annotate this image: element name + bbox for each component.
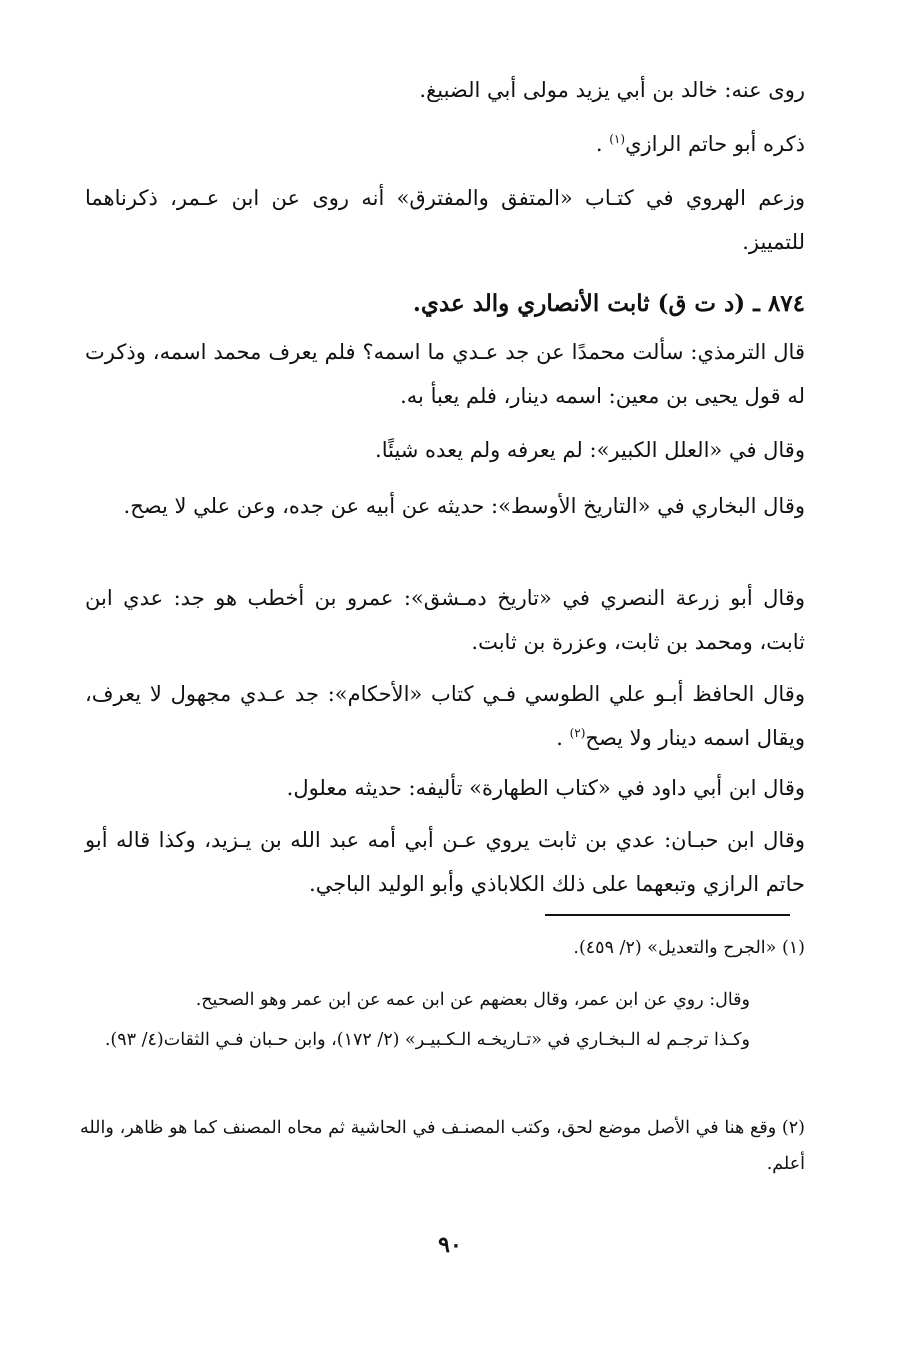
footnote-text: وقال: روي عن ابن عمر، وقال بعضهم عن ابن عمه عن ابن عمر وهو الصحيح. xyxy=(195,990,750,1010)
paragraph-ibn-hibban xyxy=(85,818,805,906)
footnote-text: وقع هنا في الأصل موضع لحق، وكتب المصنـف في الحاشية ثم محاه المصنف كما هو ظاهر، والله أعلم. xyxy=(80,1118,805,1174)
footnote-1-continuation-b xyxy=(85,1022,750,1058)
entry-heading-text: ٨٧٤ ـ (د ت ق) ثابت الأنصاري والد عدي. xyxy=(412,290,805,317)
paragraph-text: وقال أبو زرعة النصري في «تاريخ دمـشق»: عمرو بن أخطب هو جد: عدي ابن ثابت، ومحمد بن ثابت، وعزرة بن ثابت. xyxy=(85,586,805,654)
paragraph-text: وقال في «العلل الكبير»: لم يعرفه ولم يعده شيئًا. xyxy=(375,438,805,462)
paragraph-harawi xyxy=(85,176,805,264)
footnote-1 xyxy=(80,930,805,966)
paragraph-text: وقال ابن أبي داود في «كتاب الطهارة» تأليفه: حديثه معلول. xyxy=(286,776,805,800)
page-number: ٩٠ xyxy=(438,1232,462,1258)
paragraph-tirmidhi xyxy=(85,330,805,418)
footnote-1-continuation-a xyxy=(85,982,750,1018)
entry-heading-874 xyxy=(85,282,805,326)
footnote-ref-1[interactable]: (١) xyxy=(609,132,626,146)
paragraph-abu-zura xyxy=(85,576,805,664)
paragraph-text: قال الترمذي: سألت محمدًا عن جد عـدي ما اسمه؟ فلم يعرف محمد اسمه، وذكرت له قول يحيى بن معين: اسمه دينار، فلم يعبأ به. xyxy=(85,340,805,408)
footnote-number: (١) xyxy=(781,938,805,958)
footnote-ref-2[interactable]: (٢) xyxy=(569,726,586,740)
footnote-2 xyxy=(80,1110,805,1182)
paragraph-text: وزعم الهروي في كتـاب «المتفق والمفترق» أنه روى عن ابن عـمر، ذكرناهما للتمييز. xyxy=(85,186,805,254)
footnote-text: وكـذا ترجـم له الـبخـاري في «تـاريخـه الـكـبيـر» (٢/ ١٧٢)، وابن حـبان فـي الثقات(٤/ ٩٣). xyxy=(104,1030,750,1050)
paragraph-narrators xyxy=(85,68,805,112)
paragraph-tail: . xyxy=(595,132,610,156)
paragraph-ilal xyxy=(85,428,805,472)
paragraph-tusi xyxy=(85,672,805,760)
footnote-number: (٢) xyxy=(781,1118,805,1138)
paragraph-ibn-abi-dawud xyxy=(85,766,805,810)
footnote-text: «الجرح والتعديل» (٢/ ٤٥٩). xyxy=(573,938,777,958)
paragraph-text: روى عنه: خالد بن أبي يزيد مولى أبي الضبيغ. xyxy=(419,78,805,102)
paragraph-abu-hatim xyxy=(85,122,805,166)
footnote-separator xyxy=(545,914,790,916)
paragraph-bukhari xyxy=(85,484,805,528)
paragraph-text: وقال البخاري في «التاريخ الأوسط»: حديثه عن أبيه عن جده، وعن علي لا يصح. xyxy=(123,494,805,518)
paragraph-text: وقال ابن حبـان: عدي بن ثابت يروي عـن أبي أمه عبد الله بن يـزيد، وكذا قاله أبو حاتم الرازي وتبعهما على ذلك الكلاباذي وأبو الوليد الباجي. xyxy=(85,828,805,896)
paragraph-text: وقال الحافظ أبـو علي الطوسي فـي كتاب «الأحكام»: جد عـدي مجهول لا يعرف، ويقال اسمه دينار ولا يصح xyxy=(85,682,805,750)
paragraph-tail: . xyxy=(556,726,570,750)
paragraph-text: ذكره أبو حاتم الرازي xyxy=(625,132,805,156)
